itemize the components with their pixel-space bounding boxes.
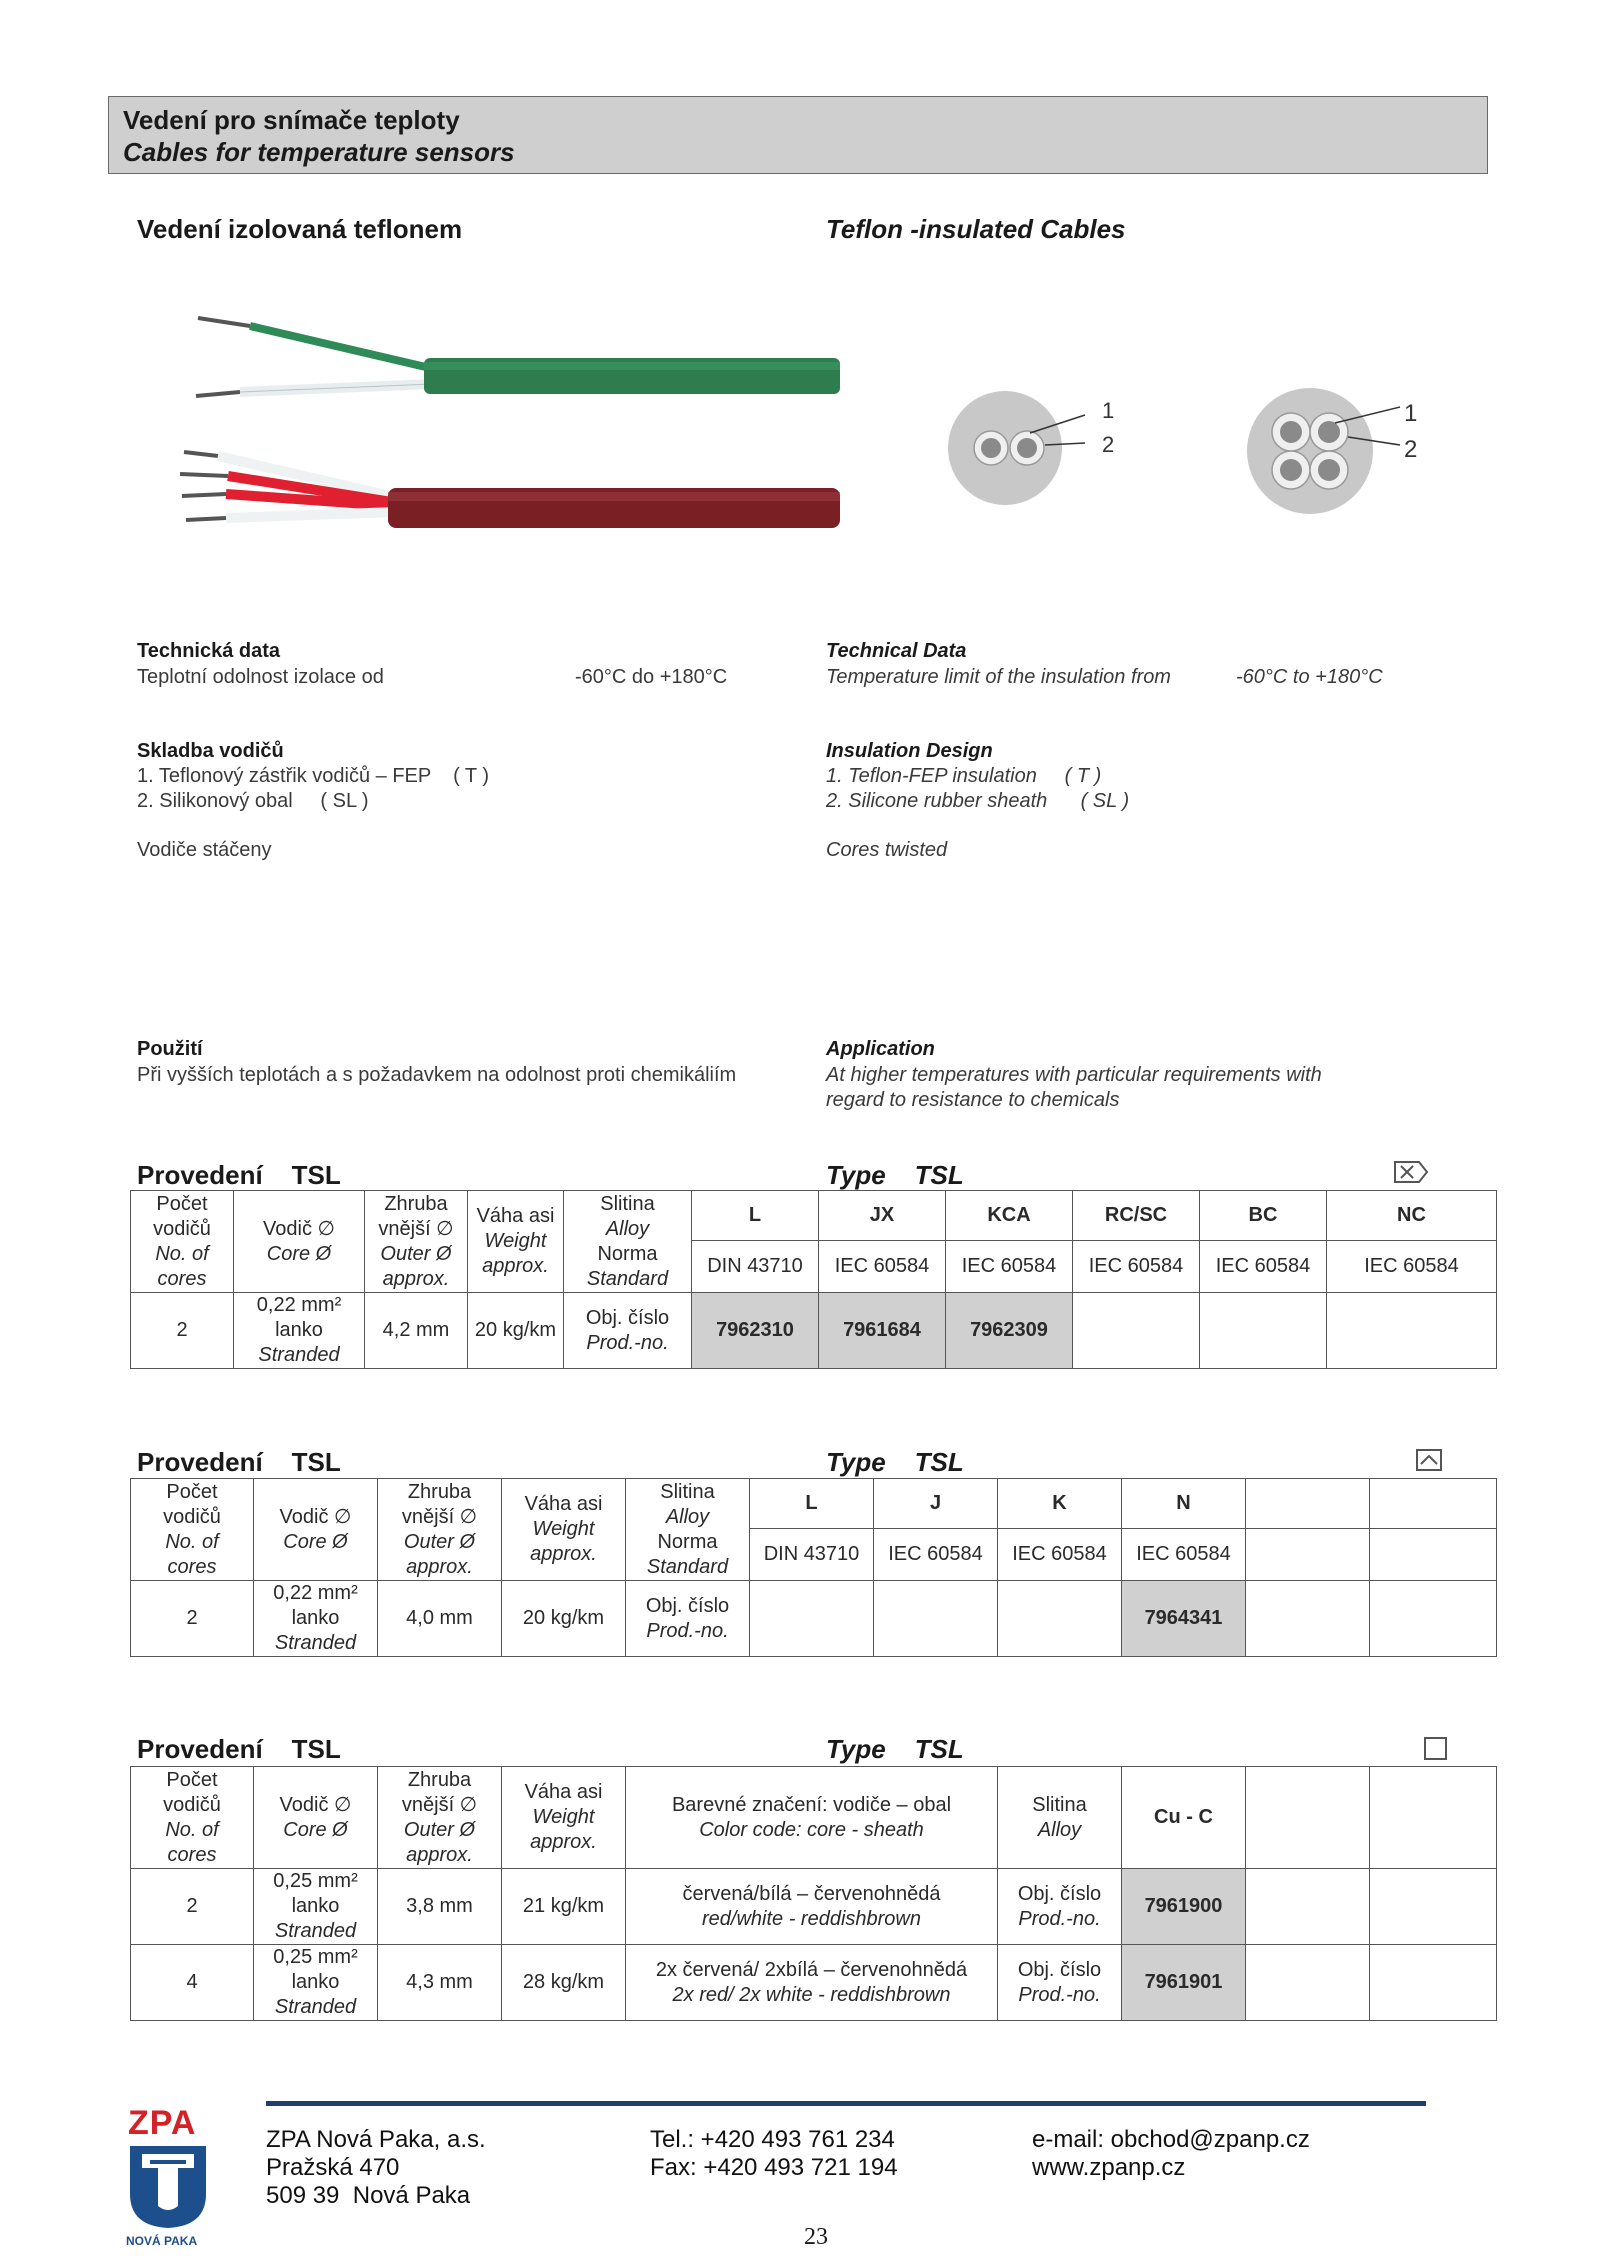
alloy-cell: RC/SC — [1073, 1191, 1200, 1241]
empty-cell — [1370, 1869, 1497, 1945]
product-code-cell: 7962309 — [946, 1293, 1073, 1369]
outer-cell: 4,0 mm — [378, 1581, 502, 1657]
cs2-label-2: 2 — [1102, 432, 1115, 457]
table-row — [131, 1581, 1497, 1657]
red-cable — [180, 452, 840, 528]
norm-cell: IEC 60584 — [1327, 1241, 1497, 1293]
norm-cell: IEC 60584 — [1122, 1529, 1246, 1581]
product-code-cell: 7961901 — [1122, 1945, 1246, 2021]
norm-cell: IEC 60584 — [998, 1529, 1122, 1581]
design-line2-cz: 2. Silikonový obal ( SL ) — [137, 790, 369, 812]
footer-city: 509 39 Nová Paka — [266, 2182, 471, 2209]
alloy-cell: BC — [1200, 1191, 1327, 1241]
design-note-en: Cores twisted — [826, 839, 948, 861]
section3-title-en: Type TSL — [826, 1734, 964, 1764]
cores-cell: 4 — [131, 1945, 254, 2021]
section3-title-cz: Provedení TSL — [137, 1734, 341, 1764]
header-alloy: Slitina Alloy Norma Standard — [564, 1191, 692, 1293]
header-color-code: Barevné značení: vodiče – obal Color code: core - sheath — [626, 1767, 998, 1869]
footer-company: ZPA Nová Paka, a.s. — [266, 2126, 486, 2153]
table-row — [131, 1869, 1497, 1945]
sheath-braid-icon — [1393, 1160, 1429, 1184]
product-code-cell — [1370, 1581, 1497, 1657]
table-row — [131, 1945, 1497, 2021]
footer-divider — [266, 2101, 1426, 2106]
weight-cell: 20 kg/km — [502, 1581, 626, 1657]
cs2-label-1: 1 — [1102, 398, 1115, 423]
product-code-cell — [1327, 1293, 1497, 1369]
header-outer: Zhruba vnější ∅ Outer Ø approx. — [365, 1191, 468, 1293]
sheath-plain-icon — [1423, 1736, 1449, 1762]
footer-email[interactable]: e-mail: obchod@zpanp.cz — [1032, 2126, 1310, 2153]
header-cores: Počet vodičů No. of cores — [131, 1479, 254, 1581]
footer-website[interactable]: www.zpanp.cz — [1032, 2154, 1186, 2181]
alloy-cell: JX — [819, 1191, 946, 1241]
alloy-cell — [1370, 1479, 1497, 1529]
norm-cell: IEC 60584 — [874, 1529, 998, 1581]
norm-cell — [1370, 1529, 1497, 1581]
logo-shield-icon — [128, 2144, 208, 2230]
alloy-cell: L — [750, 1479, 874, 1529]
tech-text-cz: Teplotní odolnost izolace od — [137, 666, 384, 688]
product-code-cell: 7964341 — [1122, 1581, 1246, 1657]
header-alloy: Slitina Alloy — [998, 1767, 1122, 1869]
tech-label-en: Technical Data — [826, 640, 967, 662]
alloy-cell: L — [692, 1191, 819, 1241]
product-code-cell — [998, 1581, 1122, 1657]
subtitle-en: Teflon -insulated Cables — [826, 214, 1126, 244]
cores-cell: 2 — [131, 1869, 254, 1945]
company-logo — [124, 2104, 214, 2254]
product-code-cell: 7961900 — [1122, 1869, 1246, 1945]
application-label-en: Application — [826, 1038, 935, 1060]
norm-cell: DIN 43710 — [750, 1529, 874, 1581]
section2-title-en: Type TSL — [826, 1447, 964, 1477]
header-cores: Počet vodičů No. of cores — [131, 1191, 234, 1293]
color-code-cell: červená/bílá – červenohnědá red/white - reddishbrown — [626, 1869, 998, 1945]
header-core: Vodič ∅ Core Ø — [254, 1479, 378, 1581]
header-alloy: Slitina Alloy Norma Standard — [626, 1479, 750, 1581]
design-line1-cz: 1. Teflonový zástřik vodičů – FEP ( T ) — [137, 765, 490, 787]
empty-cell — [1246, 1869, 1370, 1945]
product-code-cell: 7961684 — [819, 1293, 946, 1369]
product-code-cell — [750, 1581, 874, 1657]
core-size-cell: 0,25 mm² lanko Stranded — [254, 1869, 378, 1945]
footer-fax: Fax: +420 493 721 194 — [650, 2154, 898, 2181]
green-cable — [196, 318, 840, 396]
norm-cell: IEC 60584 — [1200, 1241, 1327, 1293]
weight-cell: 28 kg/km — [502, 1945, 626, 2021]
application-text-en-2: regard to resistance to chemicals — [826, 1089, 1120, 1111]
design-line1-en: 1. Teflon-FEP insulation ( T ) — [826, 765, 1102, 787]
application-label-cz: Použití — [137, 1038, 203, 1060]
tech-text-en: Temperature limit of the insulation from — [826, 666, 1171, 688]
product-code-cell: 7962310 — [692, 1293, 819, 1369]
alloy-cell — [1246, 1479, 1370, 1529]
alloy-cell: J — [874, 1479, 998, 1529]
cross-section-4-cores — [1240, 385, 1420, 525]
core-size-cell: 0,25 mm² lanko Stranded — [254, 1945, 378, 2021]
empty-cell — [1370, 1767, 1497, 1869]
prodno-label-cell: Obj. číslo Prod.-no. — [626, 1581, 750, 1657]
cores-cell: 2 — [131, 1293, 234, 1369]
norm-cell: IEC 60584 — [1073, 1241, 1200, 1293]
logo-subtext: NOVÁ PAKA — [126, 2234, 198, 2248]
header-title-cz: Vedení pro snímače teploty — [123, 105, 460, 135]
page-header — [108, 96, 1488, 174]
header-weight: Váha asi Weight approx. — [468, 1191, 564, 1293]
product-code-cell — [1200, 1293, 1327, 1369]
cross-section-2-cores — [945, 385, 1125, 515]
core-size-cell: 0,22 mm² lanko Stranded — [234, 1293, 365, 1369]
empty-cell — [1246, 1767, 1370, 1869]
alloy-cell: N — [1122, 1479, 1246, 1529]
core-size-cell: 0,22 mm² lanko Stranded — [254, 1581, 378, 1657]
cores-cell: 2 — [131, 1581, 254, 1657]
header-weight: Váha asi Weight approx. — [502, 1767, 626, 1869]
cable-photo — [170, 300, 840, 570]
logo-text: ZPA — [128, 2104, 197, 2142]
outer-cell: 4,2 mm — [365, 1293, 468, 1369]
cs4-label-1: 1 — [1404, 400, 1418, 427]
subtitle-cz: Vedení izolovaná teflonem — [137, 214, 463, 244]
outer-cell: 4,3 mm — [378, 1945, 502, 2021]
empty-cell — [1246, 1945, 1370, 2021]
design-note-cz: Vodiče stáčeny — [137, 839, 272, 861]
header-core: Vodič ∅ Core Ø — [234, 1191, 365, 1293]
sheath-screen-icon — [1415, 1448, 1443, 1472]
prodno-label-cell: Obj. číslo Prod.-no. — [998, 1945, 1122, 2021]
section1-title-cz: Provedení TSL — [137, 1160, 341, 1190]
section1-title-en: Type TSL — [826, 1160, 964, 1190]
prodno-label-cell: Obj. číslo Prod.-no. — [564, 1293, 692, 1369]
alloy-cell: NC — [1327, 1191, 1497, 1241]
header-cores: Počet vodičů No. of cores — [131, 1767, 254, 1869]
table-tsl-1 — [130, 1190, 1497, 1369]
norm-cell: DIN 43710 — [692, 1241, 819, 1293]
header-weight: Váha asi Weight approx. — [502, 1479, 626, 1581]
header-core: Vodič ∅ Core Ø — [254, 1767, 378, 1869]
design-label-en: Insulation Design — [826, 740, 993, 762]
header-outer: Zhruba vnější ∅ Outer Ø approx. — [378, 1767, 502, 1869]
alloy-cell: Cu - C — [1122, 1767, 1246, 1869]
cs4-label-2: 2 — [1404, 436, 1418, 463]
norm-cell: IEC 60584 — [946, 1241, 1073, 1293]
product-code-cell — [1246, 1581, 1370, 1657]
table-tsl-2 — [130, 1478, 1497, 1657]
product-code-cell — [1073, 1293, 1200, 1369]
tech-label-cz: Technická data — [137, 640, 281, 662]
table-tsl-3 — [130, 1766, 1497, 2021]
header-outer: Zhruba vnější ∅ Outer Ø approx. — [378, 1479, 502, 1581]
tech-value-en: -60°C to +180°C — [1236, 666, 1383, 688]
empty-cell — [1370, 1945, 1497, 2021]
outer-cell: 3,8 mm — [378, 1869, 502, 1945]
norm-cell — [1246, 1529, 1370, 1581]
footer-tel: Tel.: +420 493 761 234 — [650, 2126, 895, 2153]
norm-cell: IEC 60584 — [819, 1241, 946, 1293]
table-row — [131, 1293, 1497, 1369]
tech-value-cz: -60°C do +180°C — [575, 666, 728, 688]
weight-cell: 20 kg/km — [468, 1293, 564, 1369]
application-text-en-1: At higher temperatures with particular requirements with — [826, 1064, 1322, 1086]
page-number: 23 — [804, 2224, 828, 2250]
header-title-en: Cables for temperature sensors — [123, 137, 515, 167]
alloy-cell: KCA — [946, 1191, 1073, 1241]
color-code-cell: 2x červená/ 2xbílá – červenohnědá 2x red/ 2x white - reddishbrown — [626, 1945, 998, 2021]
application-text-cz: Při vyšších teplotách a s požadavkem na odolnost proti chemikáliím — [137, 1064, 737, 1086]
weight-cell: 21 kg/km — [502, 1869, 626, 1945]
prodno-label-cell: Obj. číslo Prod.-no. — [998, 1869, 1122, 1945]
design-line2-en: 2. Silicone rubber sheath ( SL ) — [826, 790, 1130, 812]
design-label-cz: Skladba vodičů — [137, 740, 284, 762]
footer-street: Pražská 470 — [266, 2154, 400, 2181]
product-code-cell — [874, 1581, 998, 1657]
section2-title-cz: Provedení TSL — [137, 1447, 341, 1477]
alloy-cell: K — [998, 1479, 1122, 1529]
